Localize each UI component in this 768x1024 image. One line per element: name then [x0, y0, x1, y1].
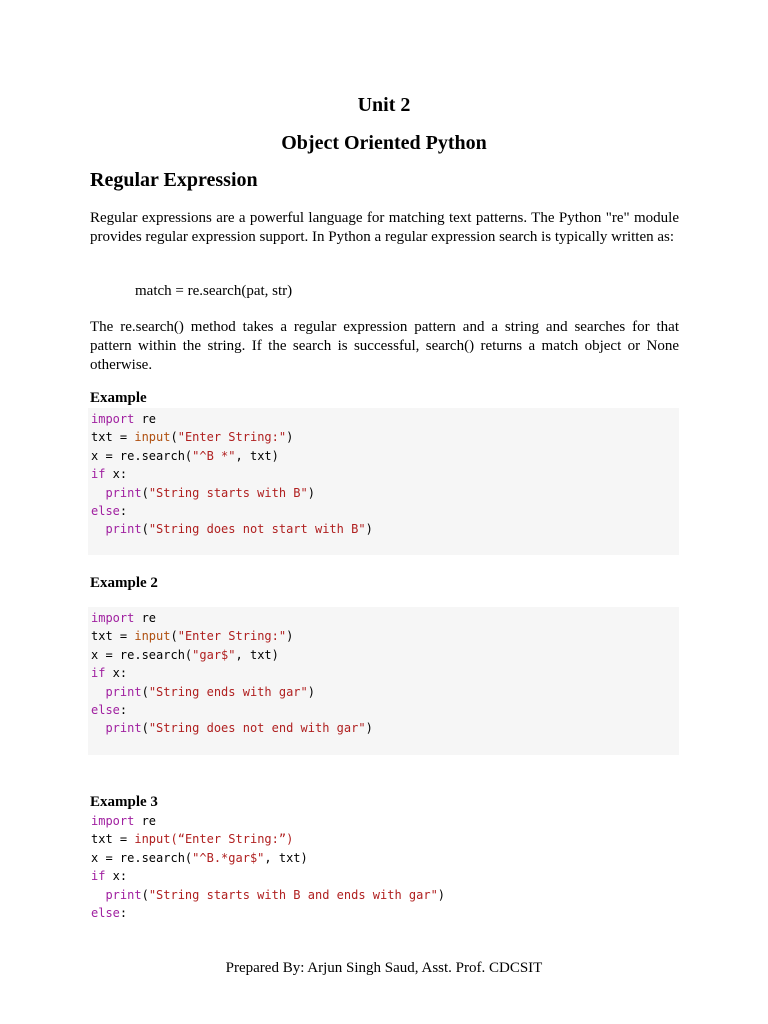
code-text: ( — [170, 629, 178, 644]
code-string: input — [134, 832, 171, 847]
code-function: input — [134, 430, 171, 445]
code-text: , txt) — [235, 448, 279, 463]
code-string: "Enter String:" — [177, 629, 287, 644]
example-1-label: Example — [90, 390, 147, 406]
code-text: re — [134, 611, 157, 625]
code-line — [91, 520, 679, 538]
code-text: x = re.search( — [91, 448, 193, 463]
code-text: x = re.search( — [91, 850, 193, 865]
code-keyword: import — [91, 611, 135, 625]
code-line — [91, 465, 679, 483]
code-line — [91, 849, 679, 867]
code-text — [91, 685, 105, 699]
code-text: ) — [286, 430, 294, 445]
code-text: , txt) — [264, 850, 308, 865]
code-text: ( — [141, 887, 149, 902]
example-2-code-block — [88, 607, 679, 755]
code-line — [91, 502, 679, 520]
code-string: "Enter String:" — [177, 430, 287, 445]
code-line — [91, 812, 679, 830]
code-text: ( — [141, 684, 149, 699]
code-line — [91, 701, 679, 719]
code-string: ) — [286, 832, 294, 847]
search-formula: match = re.search(pat, str) — [135, 283, 293, 299]
code-line — [91, 867, 679, 885]
code-text: re — [134, 814, 157, 828]
code-text: x: — [105, 666, 128, 681]
code-keyword: else — [91, 503, 120, 518]
code-text: txt = — [91, 430, 135, 445]
code-line — [91, 627, 679, 645]
code-line — [91, 609, 679, 627]
code-text: x: — [105, 467, 128, 482]
code-text — [91, 888, 105, 902]
section-title: Regular Expression — [90, 169, 258, 191]
code-keyword: print — [105, 721, 142, 736]
code-text: x = re.search( — [91, 647, 193, 662]
code-string: “Enter String:” — [177, 832, 287, 847]
code-text: : — [119, 702, 128, 717]
code-text: : — [119, 905, 128, 920]
code-line — [91, 719, 679, 737]
example-3-label: Example 3 — [90, 794, 158, 810]
code-text: ( — [141, 485, 149, 500]
code-line — [91, 886, 679, 904]
code-function: input — [134, 629, 171, 644]
code-keyword: print — [105, 522, 142, 537]
example-2-label: Example 2 — [90, 575, 158, 591]
code-text — [91, 522, 105, 536]
code-string: "String does not end with gar" — [148, 721, 366, 736]
example-1-code-block — [88, 408, 679, 555]
code-text: txt = — [91, 629, 135, 644]
code-string: "gar$" — [192, 647, 236, 662]
code-keyword: print — [105, 887, 142, 902]
code-line — [91, 646, 679, 664]
code-string: "String ends with gar" — [148, 684, 308, 699]
code-text: ) — [307, 485, 315, 500]
code-text: ) — [365, 522, 373, 537]
code-keyword: import — [91, 814, 135, 828]
code-keyword: if — [91, 869, 106, 884]
code-keyword: print — [105, 684, 142, 699]
code-keyword: print — [105, 485, 142, 500]
code-text: txt = — [91, 832, 135, 847]
code-text — [91, 721, 105, 735]
code-text: ) — [365, 721, 373, 736]
code-text: , txt) — [235, 647, 279, 662]
code-text: ) — [437, 887, 446, 902]
code-text: ( — [141, 522, 149, 537]
unit-heading: Unit 2 — [357, 94, 411, 116]
code-text: ) — [307, 684, 315, 699]
code-keyword: if — [91, 666, 106, 681]
code-text: re — [134, 412, 157, 426]
subject-heading: Object Oriented Python — [281, 132, 487, 154]
code-line — [91, 447, 679, 465]
code-string: ( — [170, 832, 178, 847]
code-line — [91, 428, 679, 446]
code-line — [91, 484, 679, 502]
code-text: ( — [170, 430, 178, 445]
code-string: "^B *" — [192, 448, 236, 463]
code-string: "String starts with B" — [148, 485, 308, 500]
code-keyword: else — [91, 905, 120, 920]
code-text: x: — [105, 869, 128, 884]
code-text — [91, 486, 105, 500]
code-line — [91, 664, 679, 682]
code-line — [91, 683, 679, 701]
code-keyword: if — [91, 467, 106, 482]
code-keyword: import — [91, 412, 135, 426]
code-string: "String starts with B and ends with gar" — [148, 887, 438, 902]
code-string: "^B.*gar$" — [192, 850, 265, 865]
intro-paragraph: Regular expressions are a powerful language for matching text patterns. The Python "re" module provides regular expression support. In Python a regular expression search is typically written as: — [90, 210, 679, 245]
method-paragraph: The re.search() method takes a regular expression pattern and a string and searches for that pattern within the string. If the search is successful, search() returns a match object or None otherwise. — [90, 319, 679, 373]
code-line — [91, 830, 679, 848]
code-text: ) — [286, 629, 294, 644]
code-line — [91, 904, 679, 922]
code-keyword: else — [91, 702, 120, 717]
code-text: : — [119, 503, 128, 518]
example-3-code-block — [88, 812, 679, 922]
code-string: "String does not start with B" — [148, 522, 366, 537]
code-text: ( — [141, 721, 149, 736]
page-footer: Prepared By: Arjun Singh Saud, Asst. Prof. CDCSIT — [225, 960, 543, 976]
code-line — [91, 410, 679, 428]
